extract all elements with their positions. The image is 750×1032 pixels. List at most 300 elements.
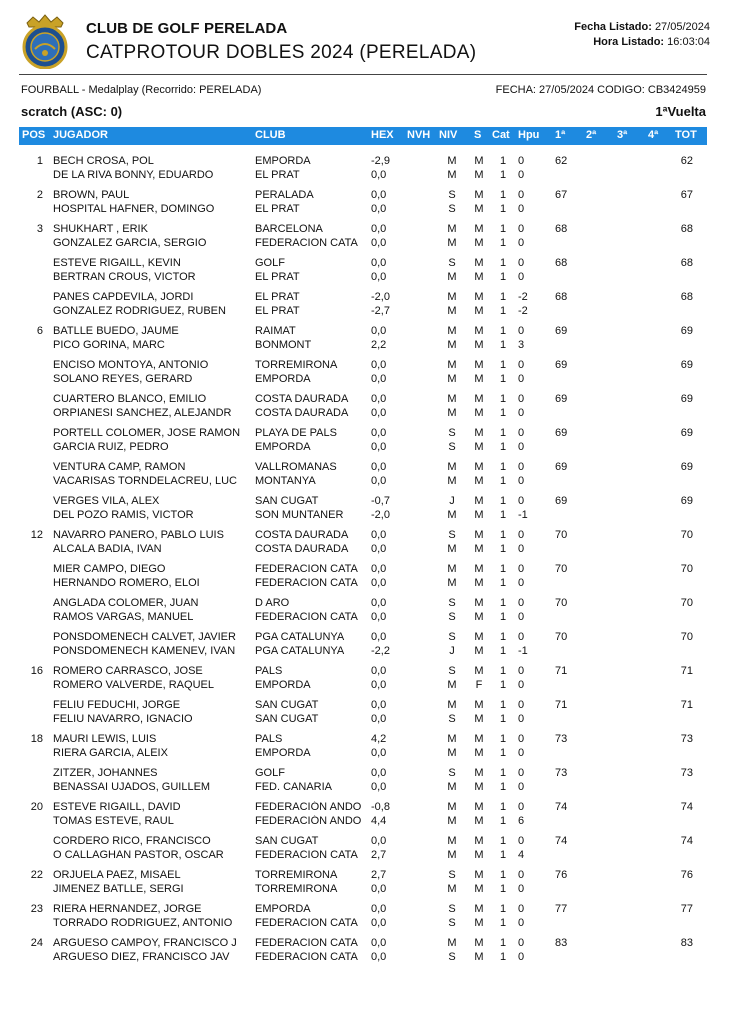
header-divider bbox=[19, 74, 707, 75]
player-name: ESTEVE RIGAILL, KEVIN bbox=[53, 257, 181, 269]
col-nvh: NVH bbox=[407, 129, 431, 141]
player-club: EL PRAT bbox=[255, 305, 300, 317]
player-sex: M bbox=[474, 393, 484, 405]
player-club: SAN CUGAT bbox=[255, 495, 319, 507]
player-cat: 1 bbox=[499, 563, 507, 575]
table-row bbox=[0, 527, 750, 561]
fecha-listado-value: 27/05/2024 bbox=[654, 21, 710, 33]
player-cat: 1 bbox=[499, 529, 507, 541]
player-hex: 2,7 bbox=[371, 849, 387, 861]
player-name: SOLANO REYES, GERARD bbox=[53, 373, 193, 385]
player-niv: M bbox=[447, 223, 457, 235]
player-hex: 0,0 bbox=[371, 951, 387, 963]
player-niv: M bbox=[447, 849, 457, 861]
total-score: 62 bbox=[680, 155, 693, 167]
player-name: NAVARRO PANERO, PABLO LUIS bbox=[53, 529, 224, 541]
round1-score: 77 bbox=[555, 903, 568, 915]
player-club: PALS bbox=[255, 733, 283, 745]
player-niv: M bbox=[447, 679, 457, 691]
player-name: ROMERO CARRASCO, JOSE bbox=[53, 665, 203, 677]
player-cat: 1 bbox=[499, 767, 507, 779]
player-hpu: 0 bbox=[518, 713, 525, 725]
round1-score: 73 bbox=[555, 733, 568, 745]
player-club: TORREMIRONA bbox=[255, 359, 338, 371]
row-position: 2 bbox=[36, 189, 43, 201]
total-score: 69 bbox=[680, 427, 693, 439]
club-crest-logo bbox=[19, 13, 71, 69]
player-hpu: 0 bbox=[518, 733, 525, 745]
player-club: EL PRAT bbox=[255, 271, 300, 283]
player-name: MAURI LEWIS, LUIS bbox=[53, 733, 157, 745]
player-hpu: 0 bbox=[518, 951, 525, 963]
table-row bbox=[0, 901, 750, 935]
player-sex: M bbox=[474, 849, 484, 861]
col-tot: TOT bbox=[675, 129, 697, 141]
row-position: 20 bbox=[30, 801, 43, 813]
player-club: PGA CATALUNYA bbox=[255, 645, 345, 657]
player-hex: 4,2 bbox=[371, 733, 387, 745]
player-name: VENTURA CAMP, RAMON bbox=[53, 461, 186, 473]
player-niv: S bbox=[448, 869, 456, 881]
player-niv: M bbox=[447, 475, 457, 487]
fecha-listado-label: Fecha Listado: bbox=[574, 21, 652, 33]
player-niv: M bbox=[447, 937, 457, 949]
player-sex: M bbox=[474, 883, 484, 895]
player-cat: 1 bbox=[499, 461, 507, 473]
player-sex: M bbox=[474, 155, 484, 167]
player-hex: 0,0 bbox=[371, 903, 387, 915]
player-hex: 0,0 bbox=[371, 529, 387, 541]
player-cat: 1 bbox=[499, 679, 507, 691]
player-cat: 1 bbox=[499, 611, 507, 623]
player-name: GONZALEZ RODRIGUEZ, RUBEN bbox=[53, 305, 226, 317]
row-position: 6 bbox=[36, 325, 43, 337]
total-score: 73 bbox=[680, 733, 693, 745]
listing-meta bbox=[574, 20, 710, 50]
table-row bbox=[0, 357, 750, 391]
player-sex: M bbox=[474, 461, 484, 473]
table-row bbox=[0, 697, 750, 731]
player-hpu: 0 bbox=[518, 543, 525, 555]
tournament-title: CATPROTOUR DOBLES 2024 (PERELADA) bbox=[86, 42, 477, 63]
player-sex: M bbox=[474, 407, 484, 419]
player-hex: 0,0 bbox=[371, 699, 387, 711]
player-name: BROWN, PAUL bbox=[53, 189, 130, 201]
player-hpu: 0 bbox=[518, 577, 525, 589]
col-niv: NIV bbox=[439, 129, 458, 141]
player-club: EL PRAT bbox=[255, 291, 300, 303]
player-sex: M bbox=[474, 699, 484, 711]
total-score: 83 bbox=[680, 937, 693, 949]
table-row bbox=[0, 935, 750, 969]
player-name: CORDERO RICO, FRANCISCO bbox=[53, 835, 211, 847]
player-hpu: 0 bbox=[518, 781, 525, 793]
total-score: 74 bbox=[680, 801, 693, 813]
player-cat: 1 bbox=[499, 441, 507, 453]
player-name: ENCISO MONTOYA, ANTONIO bbox=[53, 359, 209, 371]
col-hpu: Hpu bbox=[518, 129, 540, 141]
category-label: scratch (ASC: 0) bbox=[21, 104, 123, 119]
round1-score: 70 bbox=[555, 529, 568, 541]
total-score: 70 bbox=[680, 597, 693, 609]
player-club: SAN CUGAT bbox=[255, 835, 319, 847]
player-niv: M bbox=[447, 339, 457, 351]
player-sex: M bbox=[474, 951, 484, 963]
round1-score: 69 bbox=[555, 393, 568, 405]
player-cat: 1 bbox=[499, 733, 507, 745]
player-club: BONMONT bbox=[255, 339, 312, 351]
player-sex: F bbox=[475, 679, 483, 691]
player-cat: 1 bbox=[499, 543, 507, 555]
player-sex: M bbox=[474, 543, 484, 555]
player-cat: 1 bbox=[499, 271, 507, 283]
player-sex: M bbox=[474, 597, 484, 609]
total-score: 71 bbox=[680, 699, 693, 711]
table-row bbox=[0, 867, 750, 901]
player-niv: M bbox=[447, 237, 457, 249]
player-cat: 1 bbox=[499, 849, 507, 861]
player-name: VERGES VILA, ALEX bbox=[53, 495, 160, 507]
player-hpu: 0 bbox=[518, 611, 525, 623]
player-club: EMPORDA bbox=[255, 747, 311, 759]
table-row bbox=[0, 765, 750, 799]
player-cat: 1 bbox=[499, 903, 507, 915]
player-name: BATLLE BUEDO, JAUME bbox=[53, 325, 179, 337]
player-club: EL PRAT bbox=[255, 203, 300, 215]
player-sex: M bbox=[474, 903, 484, 915]
row-position: 24 bbox=[30, 937, 43, 949]
player-hpu: 3 bbox=[518, 339, 525, 351]
player-hex: 0,0 bbox=[371, 189, 387, 201]
player-niv: S bbox=[448, 427, 456, 439]
player-hpu: 0 bbox=[518, 359, 525, 371]
total-score: 69 bbox=[680, 325, 693, 337]
player-hex: -2,2 bbox=[371, 645, 390, 657]
player-cat: 1 bbox=[499, 747, 507, 759]
player-club: COSTA DAURADA bbox=[255, 529, 349, 541]
player-hex: 0,0 bbox=[371, 441, 387, 453]
player-hpu: 0 bbox=[518, 393, 525, 405]
player-cat: 1 bbox=[499, 713, 507, 725]
round1-score: 76 bbox=[555, 869, 568, 881]
player-hex: 0,0 bbox=[371, 373, 387, 385]
player-hpu: 0 bbox=[518, 271, 525, 283]
player-name: BERTRAN CROUS, VICTOR bbox=[53, 271, 196, 283]
player-niv: S bbox=[448, 203, 456, 215]
player-niv: S bbox=[448, 189, 456, 201]
player-sex: M bbox=[474, 223, 484, 235]
round1-score: 69 bbox=[555, 427, 568, 439]
player-hex: 0,0 bbox=[371, 577, 387, 589]
player-sex: M bbox=[474, 169, 484, 181]
player-sex: M bbox=[474, 441, 484, 453]
player-sex: M bbox=[474, 577, 484, 589]
player-hpu: 0 bbox=[518, 801, 525, 813]
player-niv: M bbox=[447, 393, 457, 405]
player-cat: 1 bbox=[499, 475, 507, 487]
player-niv: M bbox=[447, 883, 457, 895]
player-niv: M bbox=[447, 461, 457, 473]
player-club: SON MUNTANER bbox=[255, 509, 344, 521]
player-hex: -2,9 bbox=[371, 155, 390, 167]
player-club: PERALADA bbox=[255, 189, 314, 201]
player-hex: 0,0 bbox=[371, 475, 387, 487]
round1-score: 68 bbox=[555, 223, 568, 235]
player-hex: 2,2 bbox=[371, 339, 387, 351]
player-sex: M bbox=[474, 747, 484, 759]
player-cat: 1 bbox=[499, 291, 507, 303]
player-name: ESTEVE RIGAILL, DAVID bbox=[53, 801, 181, 813]
round1-score: 71 bbox=[555, 699, 568, 711]
player-hpu: -1 bbox=[518, 509, 528, 521]
hora-listado-value: 16:03:04 bbox=[667, 36, 710, 48]
player-hex: 0,0 bbox=[371, 835, 387, 847]
total-score: 69 bbox=[680, 359, 693, 371]
player-sex: M bbox=[474, 835, 484, 847]
table-row bbox=[0, 731, 750, 765]
player-hex: 0,0 bbox=[371, 359, 387, 371]
player-hex: 0,0 bbox=[371, 461, 387, 473]
player-hex: 0,0 bbox=[371, 781, 387, 793]
player-name: PONSDOMENECH CALVET, JAVIER bbox=[53, 631, 236, 643]
col-pos: POS bbox=[22, 129, 46, 141]
player-club: D ARO bbox=[255, 597, 290, 609]
player-name: JIMENEZ BATLLE, SERGI bbox=[53, 883, 184, 895]
row-position: 18 bbox=[30, 733, 43, 745]
player-sex: M bbox=[474, 203, 484, 215]
player-club: EMPORDA bbox=[255, 441, 311, 453]
player-hpu: 0 bbox=[518, 767, 525, 779]
player-sex: M bbox=[474, 359, 484, 371]
player-club: COSTA DAURADA bbox=[255, 393, 349, 405]
total-score: 70 bbox=[680, 563, 693, 575]
round1-score: 69 bbox=[555, 359, 568, 371]
player-hpu: 0 bbox=[518, 373, 525, 385]
player-hex: 0,0 bbox=[371, 169, 387, 181]
player-hex: 0,0 bbox=[371, 679, 387, 691]
player-hpu: 0 bbox=[518, 257, 525, 269]
player-niv: M bbox=[447, 407, 457, 419]
player-cat: 1 bbox=[499, 359, 507, 371]
player-cat: 1 bbox=[499, 189, 507, 201]
player-cat: 1 bbox=[499, 815, 507, 827]
player-hex: -0,8 bbox=[371, 801, 390, 813]
player-name: PANES CAPDEVILA, JORDI bbox=[53, 291, 194, 303]
table-row bbox=[0, 663, 750, 697]
player-hpu: 0 bbox=[518, 563, 525, 575]
player-cat: 1 bbox=[499, 801, 507, 813]
col-r4: 4ª bbox=[648, 129, 659, 141]
player-hex: 0,0 bbox=[371, 203, 387, 215]
player-club: EMPORDA bbox=[255, 373, 311, 385]
player-niv: S bbox=[448, 257, 456, 269]
player-hex: 0,0 bbox=[371, 917, 387, 929]
round1-score: 74 bbox=[555, 835, 568, 847]
player-club: FEDERACION CATA bbox=[255, 951, 358, 963]
player-cat: 1 bbox=[499, 577, 507, 589]
total-score: 69 bbox=[680, 393, 693, 405]
player-hpu: 0 bbox=[518, 869, 525, 881]
player-niv: M bbox=[447, 543, 457, 555]
table-header bbox=[19, 127, 707, 145]
player-niv: S bbox=[448, 611, 456, 623]
player-cat: 1 bbox=[499, 917, 507, 929]
player-sex: M bbox=[474, 237, 484, 249]
player-niv: M bbox=[447, 373, 457, 385]
table-row bbox=[0, 459, 750, 493]
player-club: FEDERACION CATA bbox=[255, 917, 358, 929]
player-cat: 1 bbox=[499, 645, 507, 657]
player-name: ARGUESO CAMPOY, FRANCISCO J bbox=[53, 937, 237, 949]
player-name: O CALLAGHAN PASTOR, OSCAR bbox=[53, 849, 224, 861]
player-hex: 0,0 bbox=[371, 713, 387, 725]
col-s: S bbox=[474, 129, 482, 141]
player-hpu: 0 bbox=[518, 237, 525, 249]
player-hpu: 0 bbox=[518, 407, 525, 419]
player-name: ANGLADA COLOMER, JUAN bbox=[53, 597, 199, 609]
col-r2: 2ª bbox=[586, 129, 597, 141]
player-cat: 1 bbox=[499, 339, 507, 351]
player-hex: 0,0 bbox=[371, 427, 387, 439]
player-club: TORREMIRONA bbox=[255, 869, 338, 881]
table-row bbox=[0, 221, 750, 255]
player-hpu: 0 bbox=[518, 155, 525, 167]
date-code-info: FECHA: 27/05/2024 CODIGO: CB3424959 bbox=[495, 84, 706, 96]
player-club: COSTA DAURADA bbox=[255, 407, 349, 419]
player-sex: M bbox=[474, 631, 484, 643]
player-cat: 1 bbox=[499, 937, 507, 949]
round-label: 1ªVuelta bbox=[655, 104, 706, 119]
player-hex: 0,0 bbox=[371, 543, 387, 555]
player-hpu: -2 bbox=[518, 291, 528, 303]
player-club: SAN CUGAT bbox=[255, 713, 319, 725]
player-hpu: 0 bbox=[518, 903, 525, 915]
table-row bbox=[0, 153, 750, 187]
player-club: COSTA DAURADA bbox=[255, 543, 349, 555]
row-position: 3 bbox=[36, 223, 43, 235]
player-hex: 0,0 bbox=[371, 767, 387, 779]
player-hpu: 0 bbox=[518, 937, 525, 949]
player-niv: S bbox=[448, 917, 456, 929]
round1-score: 67 bbox=[555, 189, 568, 201]
player-niv: M bbox=[447, 747, 457, 759]
player-niv: M bbox=[447, 509, 457, 521]
player-hpu: 0 bbox=[518, 529, 525, 541]
player-hpu: 0 bbox=[518, 441, 525, 453]
player-sex: M bbox=[474, 257, 484, 269]
total-score: 76 bbox=[680, 869, 693, 881]
player-club: RAIMAT bbox=[255, 325, 296, 337]
player-hpu: 0 bbox=[518, 495, 525, 507]
results-table-body bbox=[0, 153, 750, 969]
player-hpu: 0 bbox=[518, 203, 525, 215]
col-club: CLUB bbox=[255, 129, 286, 141]
player-sex: M bbox=[474, 305, 484, 317]
player-hpu: 0 bbox=[518, 475, 525, 487]
player-niv: M bbox=[447, 325, 457, 337]
total-score: 68 bbox=[680, 257, 693, 269]
player-cat: 1 bbox=[499, 427, 507, 439]
player-sex: M bbox=[474, 189, 484, 201]
player-sex: M bbox=[474, 917, 484, 929]
table-row bbox=[0, 561, 750, 595]
player-cat: 1 bbox=[499, 665, 507, 677]
player-niv: S bbox=[448, 529, 456, 541]
round1-score: 68 bbox=[555, 291, 568, 303]
player-cat: 1 bbox=[499, 699, 507, 711]
player-cat: 1 bbox=[499, 305, 507, 317]
player-niv: M bbox=[447, 271, 457, 283]
player-club: EMPORDA bbox=[255, 903, 311, 915]
player-sex: M bbox=[474, 869, 484, 881]
player-sex: M bbox=[474, 611, 484, 623]
player-hpu: 0 bbox=[518, 883, 525, 895]
player-name: BENASSAI UJADOS, GUILLEM bbox=[53, 781, 211, 793]
round1-score: 69 bbox=[555, 461, 568, 473]
player-niv: M bbox=[447, 305, 457, 317]
player-sex: M bbox=[474, 801, 484, 813]
player-name: MIER CAMPO, DIEGO bbox=[53, 563, 166, 575]
total-score: 77 bbox=[680, 903, 693, 915]
round1-score: 74 bbox=[555, 801, 568, 813]
row-position: 23 bbox=[30, 903, 43, 915]
table-row bbox=[0, 323, 750, 357]
total-score: 74 bbox=[680, 835, 693, 847]
player-sex: M bbox=[474, 495, 484, 507]
player-niv: M bbox=[447, 563, 457, 575]
player-niv: S bbox=[448, 665, 456, 677]
player-club: EMPORDA bbox=[255, 155, 311, 167]
player-hpu: 0 bbox=[518, 665, 525, 677]
player-niv: M bbox=[447, 815, 457, 827]
table-row bbox=[0, 255, 750, 289]
player-niv: M bbox=[447, 835, 457, 847]
player-sex: M bbox=[474, 645, 484, 657]
player-hpu: 0 bbox=[518, 835, 525, 847]
player-cat: 1 bbox=[499, 951, 507, 963]
table-row bbox=[0, 629, 750, 663]
player-hex: -2,0 bbox=[371, 509, 390, 521]
player-hex: 0,0 bbox=[371, 393, 387, 405]
player-hpu: 0 bbox=[518, 917, 525, 929]
player-niv: J bbox=[449, 495, 455, 507]
total-score: 69 bbox=[680, 461, 693, 473]
player-club: SAN CUGAT bbox=[255, 699, 319, 711]
player-name: HOSPITAL HAFNER, DOMINGO bbox=[53, 203, 215, 215]
player-niv: S bbox=[448, 767, 456, 779]
round1-score: 71 bbox=[555, 665, 568, 677]
col-cat: Cat bbox=[492, 129, 510, 141]
player-niv: M bbox=[447, 291, 457, 303]
player-hex: 0,0 bbox=[371, 271, 387, 283]
player-sex: M bbox=[474, 475, 484, 487]
player-hpu: -2 bbox=[518, 305, 528, 317]
table-row bbox=[0, 391, 750, 425]
player-hex: 0,0 bbox=[371, 665, 387, 677]
player-name: FELIU NAVARRO, IGNACIO bbox=[53, 713, 193, 725]
player-club: FEDERACION CATA bbox=[255, 563, 358, 575]
player-sex: M bbox=[474, 733, 484, 745]
round1-score: 70 bbox=[555, 563, 568, 575]
col-hex: HEX bbox=[371, 129, 394, 141]
player-club: FEDERACION CATA bbox=[255, 577, 358, 589]
table-row bbox=[0, 187, 750, 221]
total-score: 70 bbox=[680, 631, 693, 643]
player-name: RIERA GARCIA, ALEIX bbox=[53, 747, 168, 759]
player-name: RAMOS VARGAS, MANUEL bbox=[53, 611, 194, 623]
row-position: 12 bbox=[30, 529, 43, 541]
player-cat: 1 bbox=[499, 257, 507, 269]
